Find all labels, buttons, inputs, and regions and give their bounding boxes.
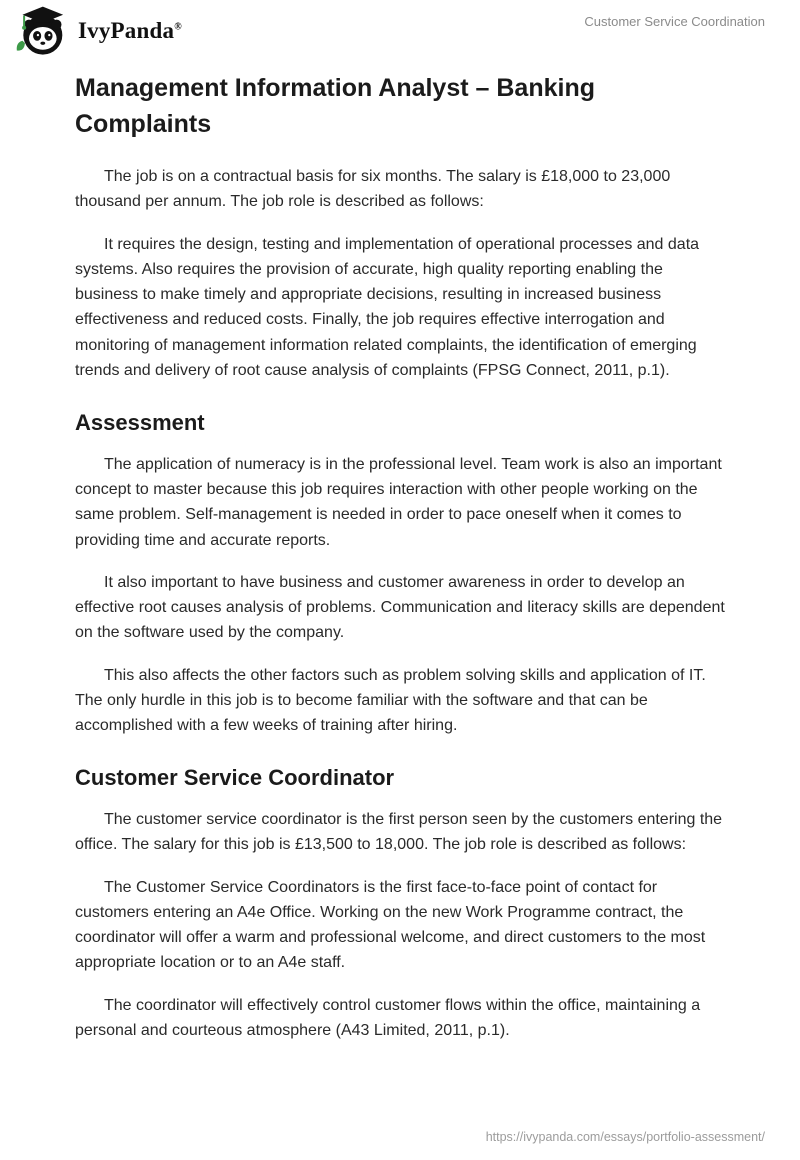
ivypanda-logo-icon (16, 5, 68, 57)
intro-paragraph-1: The job is on a contractual basis for six months. The salary is £18,000 to 23,000 thousand per annum. The job role is described as follows: (75, 168, 671, 211)
coordinator-paragraph-2: The Customer Service Coordinators is the first face-to-face point of contact for customers entering an A4e Office. Working on the new Work Programme contract, the coordinator will offer a warm and professional welcome, and direct customers to the most appropriate location or to an A4e staff. (75, 878, 706, 972)
brand-name: IvyPanda® (78, 18, 182, 43)
article-title: Management Information Analyst – Banking Complaints (75, 74, 595, 138)
assessment-paragraph-1: The application of numeracy is in the professional level. Team work is also an important concept to master because this job requires interaction with other people working on the same problem. Self-management is needed in order to pace oneself when it comes to providing time and accurate reports. (75, 455, 722, 549)
section-heading-coordinator: Customer Service Coordinator (75, 765, 395, 791)
brand (16, 5, 182, 57)
coordinator-paragraph-1: The customer service coordinator is the first person seen by the customers entering the office. The salary for this job is £13,500 to 18,000. The job role is described as follows: (75, 810, 723, 854)
assessment-paragraph-3: This also affects the other factors such as problem solving skills and application of IT. The only hurdle in this job is to become familiar with the software and that can be accomplished with a few weeks of training after hiring. (75, 666, 706, 735)
document-body (75, 70, 725, 1060)
page-header (0, 0, 800, 62)
section-heading-assessment: Assessment (75, 410, 205, 436)
running-head: Customer Service Coordination (584, 14, 765, 29)
assessment-paragraph-2: It also important to have business and customer awareness in order to develop an effective root causes analysis of problems. Communication and literacy skills are dependent on the software used by the company. (75, 573, 725, 642)
source-url-link[interactable]: https://ivypanda.com/essays/portfolio-assessment/ (485, 1130, 765, 1144)
intro-paragraph-2: It requires the design, testing and implementation of operational processes and data systems. Also requires the provision of accurate, high quality reporting enabling the business to make timely and appropriate decisions, resulting in increased business effectiveness and reduced costs. Finally, the job requires effective interrogation and monitoring of management information related complaints, the identification of emerging trends and delivery of root cause analysis of complaints (FPSG Connect, 2011, p.1). (75, 235, 700, 379)
registered-mark: ® (174, 21, 182, 33)
coordinator-paragraph-3: The coordinator will effectively control customer flows within the office, maintaining a personal and courteous atmosphere (A43 Limited, 2011, p.1). (75, 996, 701, 1039)
